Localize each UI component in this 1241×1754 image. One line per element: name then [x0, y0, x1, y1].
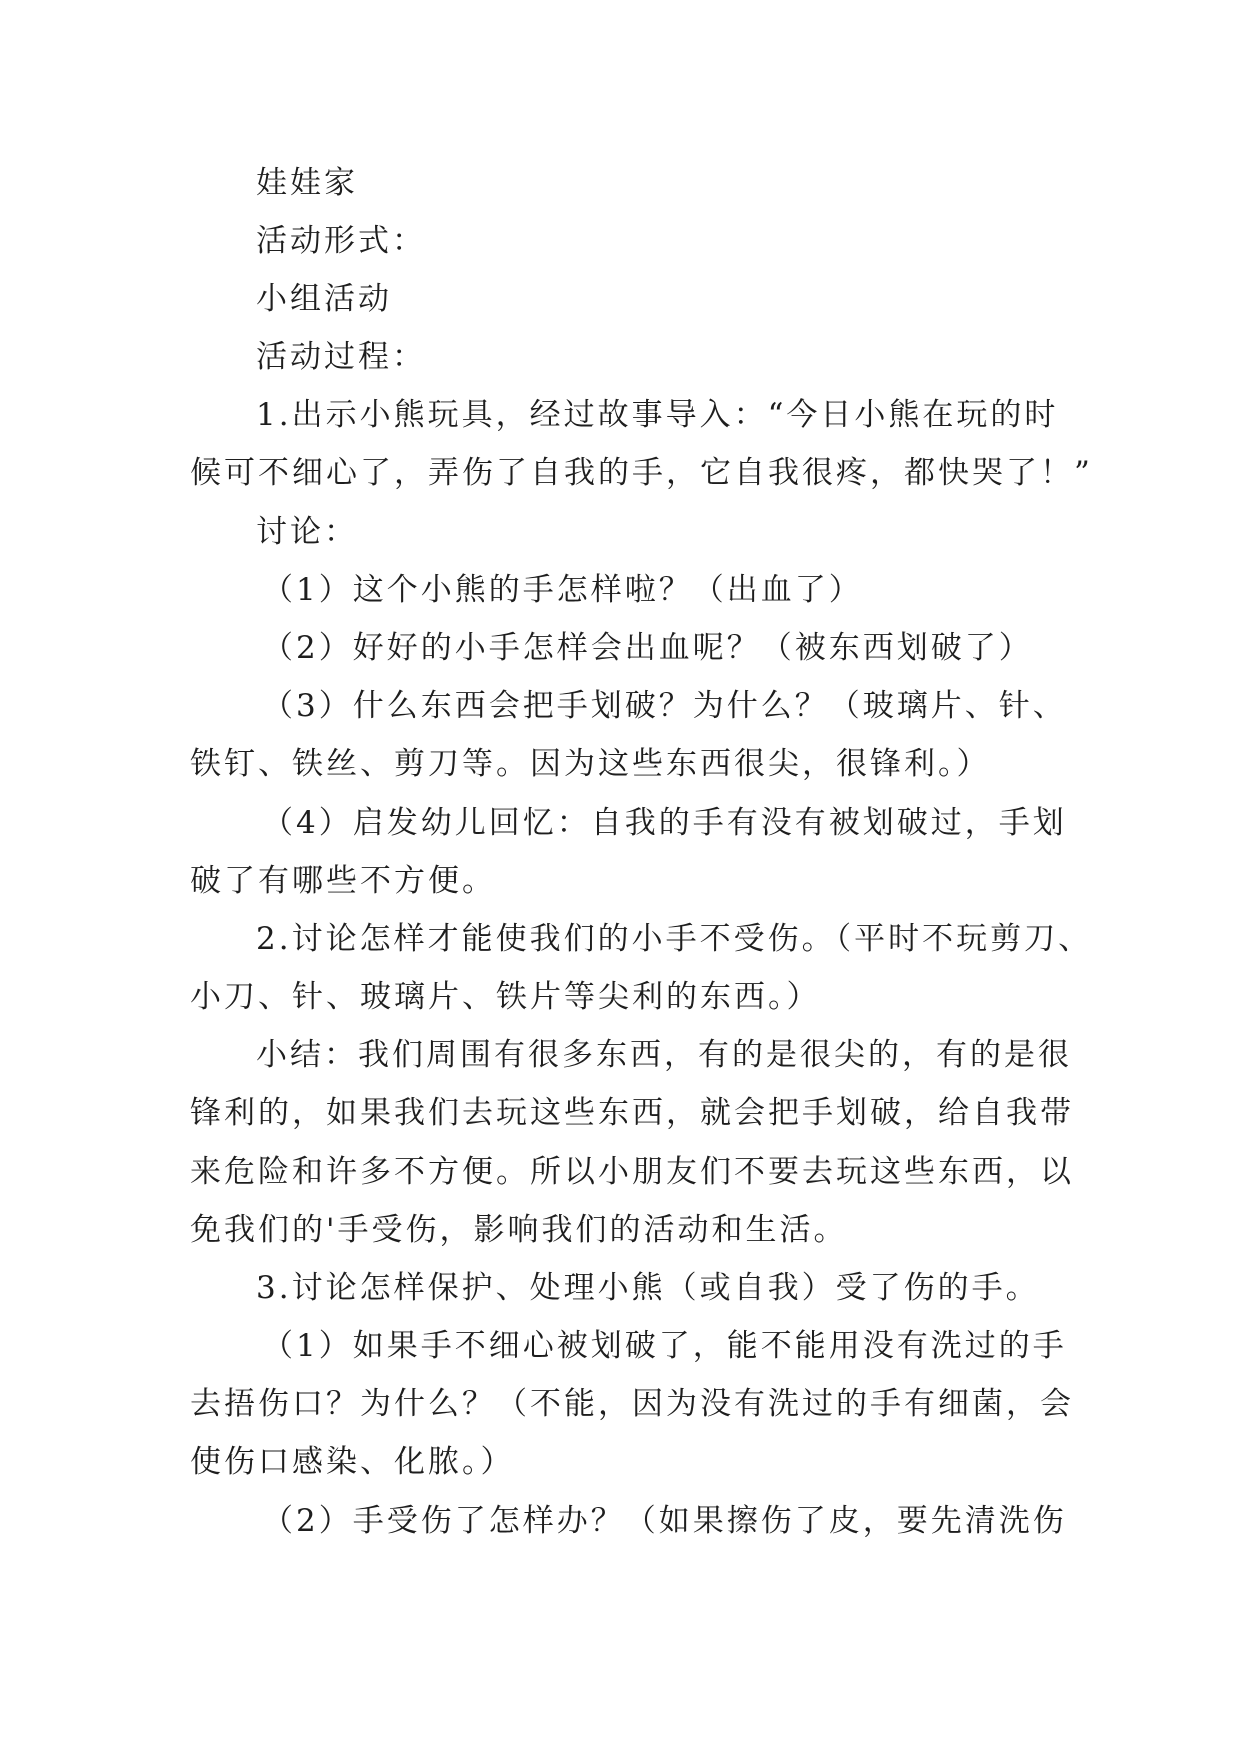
text-line-summary-d: 免我们的'手受伤，影响我们的活动和生活。: [190, 1212, 848, 1248]
text-line-step2-a: 2.讨论怎样才能使我们的小手不受伤。（平时不玩剪刀、: [256, 921, 1093, 957]
text-line-step1-b: 候可不细心了，弄伤了自我的手，它自我很疼，都快哭了！”: [190, 455, 1093, 491]
text-line-question-3-a: （3）什么东西会把手划破？为什么？（玻璃片、针、: [262, 688, 1067, 724]
text-line-step3-q2-a: （2）手受伤了怎样办？（如果擦伤了皮，要先清洗伤: [262, 1503, 1067, 1539]
text-line-step3: 3.讨论怎样保护、处理小熊（或自我）受了伤的手。: [256, 1270, 1040, 1306]
text-line-question-4-b: 破了有哪些不方便。: [190, 863, 496, 899]
text-line-doll-house: 娃娃家: [256, 165, 358, 201]
text-line-summary-c: 来危险和许多不方便。所以小朋友们不要去玩这些东西，以: [190, 1154, 1074, 1190]
text-line-step3-q1-a: （1）如果手不细心被划破了，能不能用没有洗过的手: [262, 1328, 1067, 1364]
text-line-discussion-label: 讨论：: [256, 514, 358, 550]
text-line-question-3-b: 铁钉、铁丝、剪刀等。因为这些东西很尖，很锋利。）: [190, 746, 991, 782]
text-line-group-activity: 小组活动: [256, 281, 392, 317]
text-line-step2-b: 小刀、针、玻璃片、铁片等尖利的东西。）: [190, 979, 821, 1015]
text-line-question-2: （2）好好的小手怎样会出血呢？（被东西划破了）: [262, 630, 1033, 666]
text-line-question-4-a: （4）启发幼儿回忆：自我的手有没有被划破过，手划: [262, 805, 1067, 841]
text-line-step1-a: 1.出示小熊玩具，经过故事导入：“今日小熊在玩的时: [256, 397, 1059, 433]
text-line-summary-a: 小结：我们周围有很多东西，有的是很尖的，有的是很: [256, 1037, 1072, 1073]
text-line-step3-q1-b: 去捂伤口？为什么？（不能，因为没有洗过的手有细菌，会: [190, 1386, 1074, 1422]
text-line-step3-q1-c: 使伤口感染、化脓。）: [190, 1444, 515, 1480]
text-line-question-1: （1）这个小熊的手怎样啦？（出血了）: [262, 572, 863, 608]
text-line-process-label: 活动过程：: [256, 339, 426, 375]
text-line-summary-b: 锋利的，如果我们去玩这些东西，就会把手划破，给自我带: [190, 1095, 1074, 1131]
text-line-activity-form-label: 活动形式：: [256, 223, 426, 259]
